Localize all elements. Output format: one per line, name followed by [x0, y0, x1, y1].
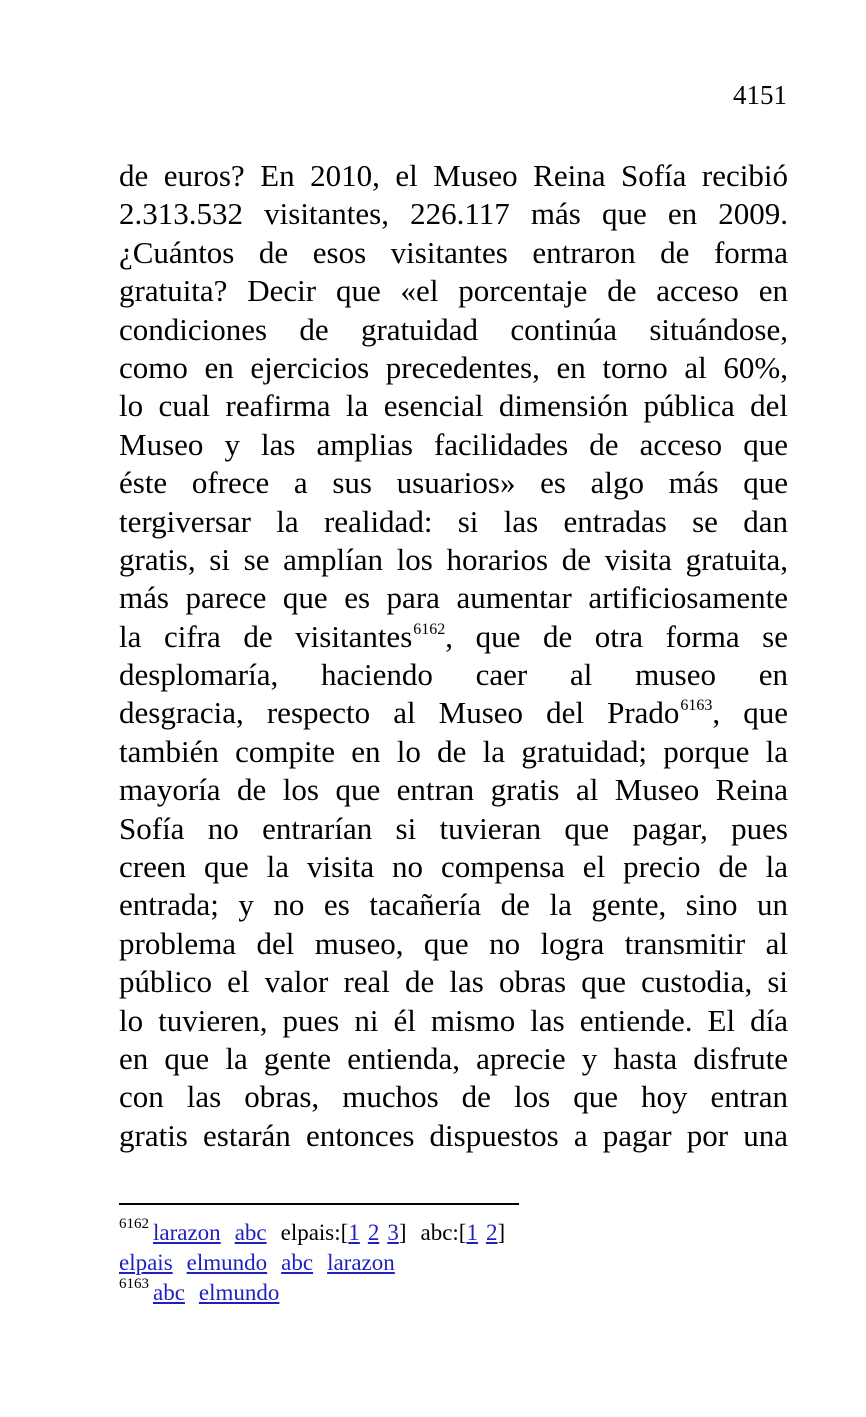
footnote-ref-6162[interactable]: 6162	[413, 620, 446, 638]
text-fragment: desgracia, respecto al Museo del Prado	[119, 695, 680, 731]
text-fragment: , que de otra forma se	[445, 618, 788, 654]
text-line	[119, 694, 788, 732]
text-line	[119, 618, 788, 656]
text-line: como en ejercicios precedentes, en torno al 60%,	[119, 349, 788, 385]
text-line: 2.313.532 visitantes, 226.117 más que en 2009.	[119, 196, 788, 232]
text-line: problema del museo, que no logra transmitir al	[119, 925, 788, 961]
text-line: ¿Cuántos de esos visitantes entraron de forma	[119, 234, 788, 270]
text-line: de euros? En 2010, el Museo Reina Sofía recibió	[119, 158, 788, 193]
text-fragment: , que	[712, 695, 788, 731]
text-fragment: la cifra de visitantes	[119, 618, 413, 654]
body-text	[119, 157, 788, 1155]
text-line: con las obras, muchos de los que hoy entran	[119, 1079, 788, 1115]
text-line: lo tuvieren, pues ni él mismo las entiende. El día	[119, 1002, 788, 1038]
elpais-label: elpais:[	[280, 1220, 349, 1245]
footnote-number: 6163	[119, 1276, 149, 1292]
bracket-close: ]	[398, 1220, 407, 1245]
footnotes	[119, 1218, 788, 1308]
bracket-close: ]	[497, 1220, 506, 1245]
link-elmundo[interactable]: elmundo	[186, 1250, 268, 1275]
link-elpais[interactable]: elpais	[119, 1250, 173, 1275]
footnote-6162	[119, 1218, 788, 1248]
link-elpais-2[interactable]: 2	[367, 1220, 380, 1245]
text-line: éste ofrece a sus usuarios» es algo más que	[119, 465, 788, 501]
text-line: gratis, si se amplían los horarios de visita gratuita,	[119, 541, 788, 577]
link-elpais-1[interactable]: 1	[348, 1220, 360, 1245]
abc-label: abc:[	[420, 1220, 467, 1245]
text-line: gratis estarán entonces dispuestos a pagar por una	[119, 1117, 788, 1153]
link-abc[interactable]: abc	[281, 1250, 314, 1275]
text-line: Sofía no entrarían si tuvieran que pagar, pues	[119, 810, 788, 846]
footnote-6163	[119, 1278, 788, 1308]
text-line: Museo y las amplias facilidades de acceso que	[119, 426, 788, 462]
link-elpais-3[interactable]: 3	[387, 1220, 399, 1245]
footnote-number: 6162	[119, 1216, 149, 1232]
footnote-divider	[119, 1203, 519, 1205]
text-line: público el valor real de las obras que custodia, si	[119, 964, 788, 1000]
text-line: creen que la visita no compensa el precio de la	[119, 849, 788, 885]
page-number: 4151	[733, 80, 787, 110]
link-elmundo[interactable]: elmundo	[198, 1280, 280, 1305]
text-line: en que la gente entienda, aprecie y hasta disfrute	[119, 1040, 788, 1076]
footnote-ref-6163[interactable]: 6163	[680, 697, 713, 715]
text-line: entrada; y no es tacañería de la gente, sino un	[119, 887, 788, 923]
text-line: condiciones de gratuidad continúa situándose,	[119, 311, 788, 347]
text-line: tergiversar la realidad: si las entradas se dan	[119, 503, 788, 539]
text-line: también compite en lo de la gratuidad; porque la	[119, 733, 788, 769]
link-larazon[interactable]: larazon	[153, 1220, 221, 1245]
link-abc-2[interactable]: 2	[485, 1220, 498, 1245]
text-line: mayoría de los que entran gratis al Museo Reina	[119, 772, 788, 808]
link-abc-1[interactable]: 1	[466, 1220, 478, 1245]
text-line: lo cual reafirma la esencial dimensión pública del	[119, 388, 788, 424]
link-larazon[interactable]: larazon	[327, 1250, 395, 1275]
footnote-6162-cont	[119, 1248, 788, 1278]
link-abc[interactable]: abc	[153, 1280, 185, 1305]
text-line: más parece que es para aumentar artificiosamente	[119, 580, 788, 616]
text-line: gratuita? Decir que «el porcentaje de acceso en	[119, 273, 788, 309]
link-abc[interactable]: abc	[234, 1220, 267, 1245]
text-line: desplomaría, haciendo caer al museo en	[119, 657, 788, 693]
